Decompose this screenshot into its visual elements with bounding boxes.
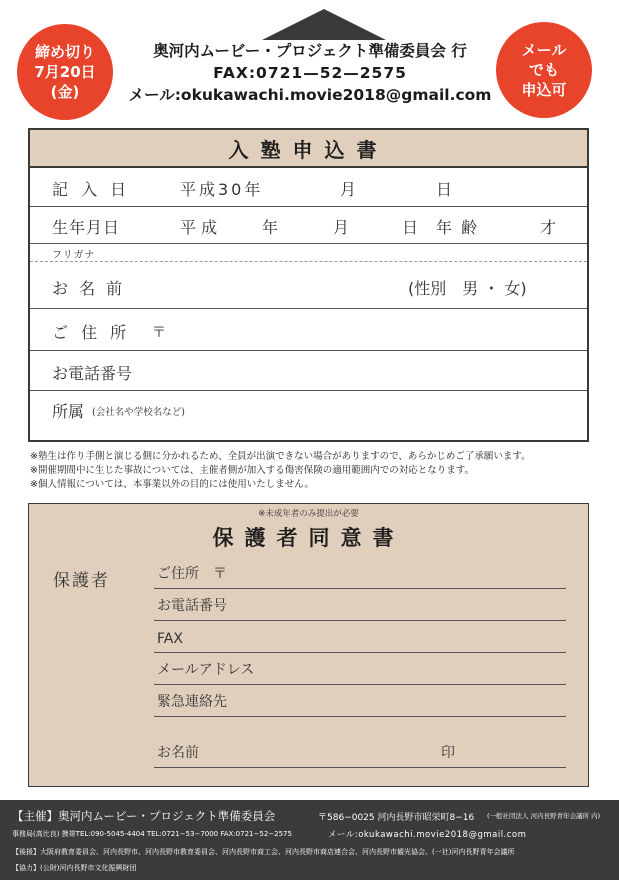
address-label: ご 住 所 — [52, 323, 131, 342]
email-ok-line2: でも — [528, 61, 559, 79]
roof-shape — [262, 9, 386, 40]
committee-name: 奥河内ムービー・プロジェクト準備委員会 行 — [153, 42, 467, 60]
postal-mark: 〒 — [152, 325, 166, 341]
affiliation-label: 所属 — [52, 402, 85, 421]
guardian-label: 保護者 — [53, 571, 110, 591]
guardian-emergency-label: 緊急連絡先 — [157, 694, 227, 710]
guardian-emergency-line[interactable] — [154, 686, 566, 717]
deadline-line1: 締め切り — [34, 43, 95, 61]
furigana-label: フリガナ — [52, 250, 96, 261]
email-ok-line3: 申込可 — [521, 81, 567, 99]
footer-cooperation: 【協力】(公財)河内長野市文化振興財団 — [12, 864, 137, 872]
contact-block — [110, 40, 510, 106]
guardian-name-line[interactable] — [154, 737, 566, 768]
guardian-fax-line[interactable] — [154, 622, 566, 653]
birthdate-month: 月 — [333, 218, 350, 237]
entry-date-era: 平成30年 — [180, 180, 264, 199]
footer-office: 事務局(高比良) 携帯TEL:090-5045-4404 TEL:0721−53−7000 FAX:0721−52−2575 — [12, 830, 292, 838]
age-label: 年 齢 — [436, 218, 480, 237]
birthdate-label: 生年月日 — [52, 218, 121, 237]
email-ok-line1: メール — [521, 41, 567, 59]
guardian-phone-line[interactable] — [154, 590, 566, 621]
contact-email: メール:okukawachi.movie2018@gmail.com — [128, 86, 492, 104]
footer — [0, 800, 619, 880]
deadline-date: 7月20日 — [34, 63, 96, 81]
affiliation-note: (会社名や学校名など) — [92, 407, 185, 418]
form-title: 入塾申込書 — [30, 130, 587, 168]
footer-organizer: 【主催】奥河内ムービー・プロジェクト準備委員会 — [12, 809, 276, 823]
deadline-badge — [17, 24, 113, 120]
entry-date-day: 日 — [436, 180, 453, 199]
footer-office-email: メール:okukawachi.movie2018@gmail.com — [328, 830, 527, 840]
birthdate-year: 年 — [262, 218, 279, 237]
guardian-fax-label: FAX — [157, 631, 183, 647]
phone-label: お電話番号 — [52, 364, 133, 383]
guardian-email-line[interactable] — [154, 654, 566, 685]
footer-organizer-address-note: (一般社団法人 河内長野青年会議所 内) — [487, 812, 601, 820]
name-label: お 名 前 — [52, 279, 126, 298]
note-3: ※個人情報については、本事業以外の目的には使用いたしません。 — [30, 479, 314, 490]
consent-subnote: ※未成年者のみ提出が必要 — [258, 509, 359, 519]
affiliation-row[interactable] — [30, 391, 587, 427]
birthdate-era: 平 成 — [180, 218, 218, 237]
gender-field: (性別 男 ・ 女) — [408, 279, 527, 298]
guardian-email-label: メールアドレス — [157, 662, 255, 678]
furigana-row[interactable] — [30, 244, 587, 262]
entry-date-row[interactable] — [30, 168, 587, 207]
fax-number: FAX:0721—52—2575 — [213, 64, 407, 82]
guardian-name-label: お名前 — [157, 745, 199, 761]
footer-organizer-address: 〒586−0025 河内長野市昭栄町8−16 — [318, 813, 475, 823]
birthdate-day: 日 — [402, 218, 419, 237]
application-form — [28, 128, 589, 442]
guardian-phone-label: お電話番号 — [157, 598, 227, 614]
seal-mark: 印 — [441, 745, 455, 761]
consent-title: 保護者同意書 — [212, 526, 405, 550]
note-1: ※塾生は作り手側と演じる側に分かれるため、全員が出演できない場合がありますので、あらかじめご了承願います。 — [30, 451, 531, 462]
phone-row[interactable] — [30, 351, 587, 391]
footer-support: 【後援】大阪府教育委員会、河内長野市、河内長野市教育委員会、河内長野市商工会、河内長野市商店連合会、河内長野市観光協会、(一社)河内長野青年会議所 — [12, 848, 515, 856]
note-2: ※開催期間中に生じた事故については、主催者側が加入する傷害保険の適用範囲内での対応となります。 — [30, 465, 475, 476]
name-row[interactable] — [30, 262, 587, 309]
notes-block — [30, 450, 610, 492]
age-unit: 才 — [540, 218, 557, 237]
email-ok-badge — [496, 22, 592, 118]
address-row[interactable] — [30, 309, 587, 351]
guardian-consent-form — [28, 503, 589, 787]
deadline-weekday: (金) — [50, 83, 80, 101]
birthdate-row[interactable] — [30, 207, 587, 244]
entry-date-month: 月 — [340, 180, 357, 199]
guardian-address-label: ご住所 〒 — [157, 566, 227, 582]
entry-date-label: 記 入 日 — [52, 180, 131, 199]
guardian-address-line[interactable] — [154, 558, 566, 589]
